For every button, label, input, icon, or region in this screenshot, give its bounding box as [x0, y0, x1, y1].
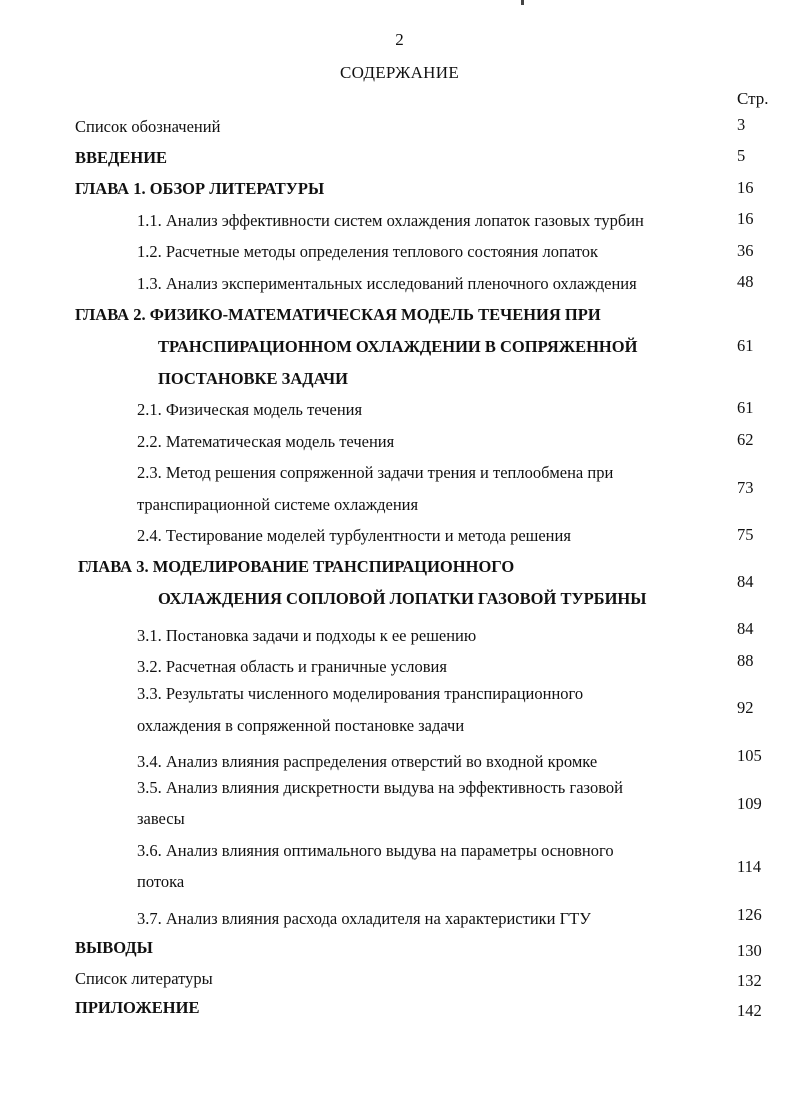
toc-entry-page: 16 — [737, 209, 754, 228]
toc-entry-label-continued: ПОСТАНОВКЕ ЗАДАЧИ — [158, 369, 348, 388]
toc-entry-label: ГЛАВА 2. ФИЗИКО-МАТЕМАТИЧЕСКАЯ МОДЕЛЬ ТЕЧЕНИЯ ПРИ — [75, 305, 601, 324]
toc-entry-page: 88 — [737, 651, 754, 670]
toc-entry-label: 3.4. Анализ влияния распределения отверстий во входной кромке — [137, 752, 598, 771]
toc-entry-label: Список обозначений — [75, 117, 221, 136]
toc-entry-label: 2.4. Тестирование моделей турбулентности и метода решения — [137, 526, 571, 545]
toc-entry-page: 16 — [737, 178, 754, 197]
toc-entry-page: 109 — [737, 794, 762, 813]
toc-entry-page: 84 — [737, 572, 754, 591]
scan-speck — [521, 0, 524, 5]
page-title: СОДЕРЖАНИЕ — [339, 63, 460, 82]
toc-entry-label: 3.2. Расчетная область и граничные условия — [137, 657, 447, 676]
toc-entry-label-continued: потока — [137, 872, 185, 891]
toc-entry-page: 75 — [737, 525, 754, 544]
toc-entry-label: ГЛАВА 1. ОБЗОР ЛИТЕРАТУРЫ — [75, 179, 325, 198]
toc-entry-label: 3.1. Постановка задачи и подходы к ее решению — [137, 626, 477, 645]
toc-entry-label: ВЫВОДЫ — [75, 938, 153, 957]
toc-entry-label-continued: ОХЛАЖДЕНИЯ СОПЛОВОЙ ЛОПАТКИ ГАЗОВОЙ ТУРБИНЫ — [158, 589, 647, 608]
toc-entry-label: 3.7. Анализ влияния расхода охладителя на характеристики ГТУ — [137, 909, 591, 928]
toc-entry-label-continued: охлаждения в сопряженной постановке задачи — [137, 716, 465, 735]
toc-entry-page: 48 — [737, 272, 754, 291]
toc-entry-label: ГЛАВА 3. МОДЕЛИРОВАНИЕ ТРАНСПИРАЦИОННОГО — [78, 557, 515, 576]
toc-entry-page: 61 — [737, 398, 754, 417]
toc-entry-label: 3.3. Результаты численного моделирования транспирационного — [137, 684, 584, 703]
toc-entry-label: ПРИЛОЖЕНИЕ — [75, 998, 200, 1017]
toc-entry-page: 126 — [737, 905, 762, 924]
toc-entry-page: 84 — [737, 619, 754, 638]
toc-entry-page: 142 — [737, 1001, 762, 1020]
toc-entry-label: 1.1. Анализ эффективности систем охлаждения лопаток газовых турбин — [137, 211, 644, 230]
toc-entry-label: 2.3. Метод решения сопряженной задачи трения и теплообмена при — [137, 463, 614, 482]
toc-entry-page: 92 — [737, 698, 754, 717]
toc-entry-page: 62 — [737, 430, 754, 449]
toc-entry-label: ВВЕДЕНИЕ — [75, 148, 168, 167]
toc-entry-label-continued: транспирационной системе охлаждения — [137, 495, 419, 514]
toc-entry-label-continued: завесы — [137, 809, 185, 828]
toc-entry-page: 114 — [737, 857, 762, 876]
toc-entry-label: 1.2. Расчетные методы определения теплового состояния лопаток — [137, 242, 598, 261]
toc-entry-page: 73 — [737, 478, 754, 497]
toc-entry-page: 5 — [737, 146, 746, 165]
toc-entry-page: 3 — [737, 115, 746, 134]
toc-entry-label: 3.6. Анализ влияния оптимального выдува на параметры основного — [137, 841, 614, 860]
toc-entry-page: 105 — [737, 746, 762, 765]
toc-entry-label: 1.3. Анализ экспериментальных исследований пленочного охлаждения — [137, 274, 637, 293]
toc-entry-page: 132 — [737, 971, 762, 990]
toc-entry-label: 2.1. Физическая модель течения — [137, 400, 363, 419]
toc-entry-page: 61 — [737, 336, 754, 355]
page-number: 2 — [395, 30, 404, 49]
toc-entry-label: Список литературы — [75, 969, 213, 988]
toc-entry-label: 2.2. Математическая модель течения — [137, 432, 395, 451]
toc-entry-label-continued: ТРАНСПИРАЦИОННОМ ОХЛАЖДЕНИИ В СОПРЯЖЕННОЙ — [158, 337, 638, 356]
page-column-header: Стр. — [737, 89, 769, 108]
toc-entry-page: 36 — [737, 241, 754, 260]
toc-entry-page: 130 — [737, 941, 762, 960]
toc-entry-label: 3.5. Анализ влияния дискретности выдува на эффективность газовой — [137, 778, 623, 797]
